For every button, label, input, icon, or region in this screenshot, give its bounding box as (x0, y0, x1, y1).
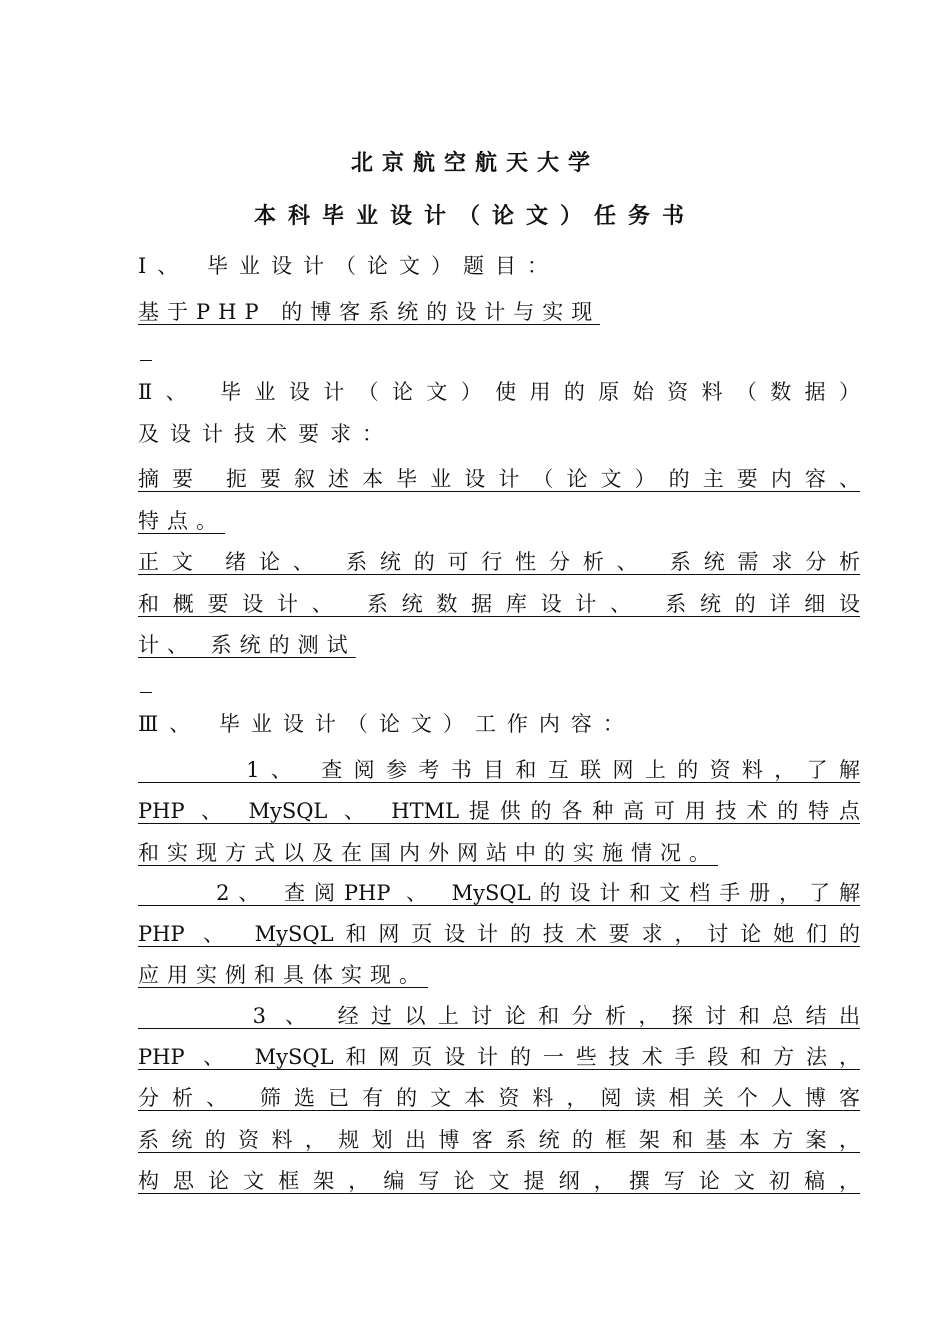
requirement-line: 正文 绪论、 系统的可行性分析、 系统需求分析 (138, 550, 860, 574)
work-content-line: PHP 、 MySQL和网页设计的技术要求，讨论她们的 (138, 922, 860, 946)
topic-line (138, 298, 600, 326)
section2-heading-2: 及设计技术要求： (138, 422, 394, 446)
requirement-line: 特点。 (138, 509, 225, 533)
work-content-line: PHP 、 MySQL和网页设计的一些技术手段和方法， (138, 1045, 860, 1069)
blank-line-marker (140, 692, 152, 693)
document-title: 本科毕业设计（论文）任务书 (253, 204, 696, 229)
requirement-line: 计、 系统的测试 (138, 633, 356, 657)
work-content-line: 分析、 筛选已有的文本资料，阅读相关个人博客 (138, 1086, 860, 1110)
section2-heading-1: Ⅱ、 毕业设计（论文）使用的原始资料（数据） (138, 380, 860, 404)
section3-heading: Ⅲ、 毕业设计（论文）工作内容： (138, 712, 635, 736)
work-content-line: 1、 查阅参考书目和互联网上的资料，了解 (138, 758, 860, 782)
work-content-line: 应用实例和具体实现。 (138, 963, 428, 987)
university-title: 北京航空航天大学 (350, 151, 599, 176)
work-content-line: 和实现方式以及在国内外网站中的实施情况。 (138, 841, 718, 865)
blank-line-marker (140, 360, 152, 361)
work-content-line: 3 、 经过以上讨论和分析，探讨和总结出 (138, 1004, 860, 1028)
requirement-line: 摘要 扼要叙述本毕业设计（论文）的主要内容、 (138, 467, 860, 491)
section1-heading: Ⅰ、 毕业设计（论文）题目： (138, 254, 559, 278)
topic-text: 基于PHP 的博客系统的设计与实现 (138, 300, 601, 324)
requirement-line: 和概要设计、 系统数据库设计、 系统的详细设 (138, 592, 860, 616)
work-content-line: 构思论文框架，编写论文提纲，撰写论文初稿， (138, 1169, 860, 1193)
work-content-line: 2、 查阅PHP 、 MySQL的设计和文档手册，了解 (138, 881, 860, 905)
work-content-line: 系统的资料，规划出博客系统的框架和基本方案， (138, 1128, 860, 1152)
work-content-line: PHP 、 MySQL 、 HTML提供的各种高可用技术的特点 (138, 799, 860, 823)
